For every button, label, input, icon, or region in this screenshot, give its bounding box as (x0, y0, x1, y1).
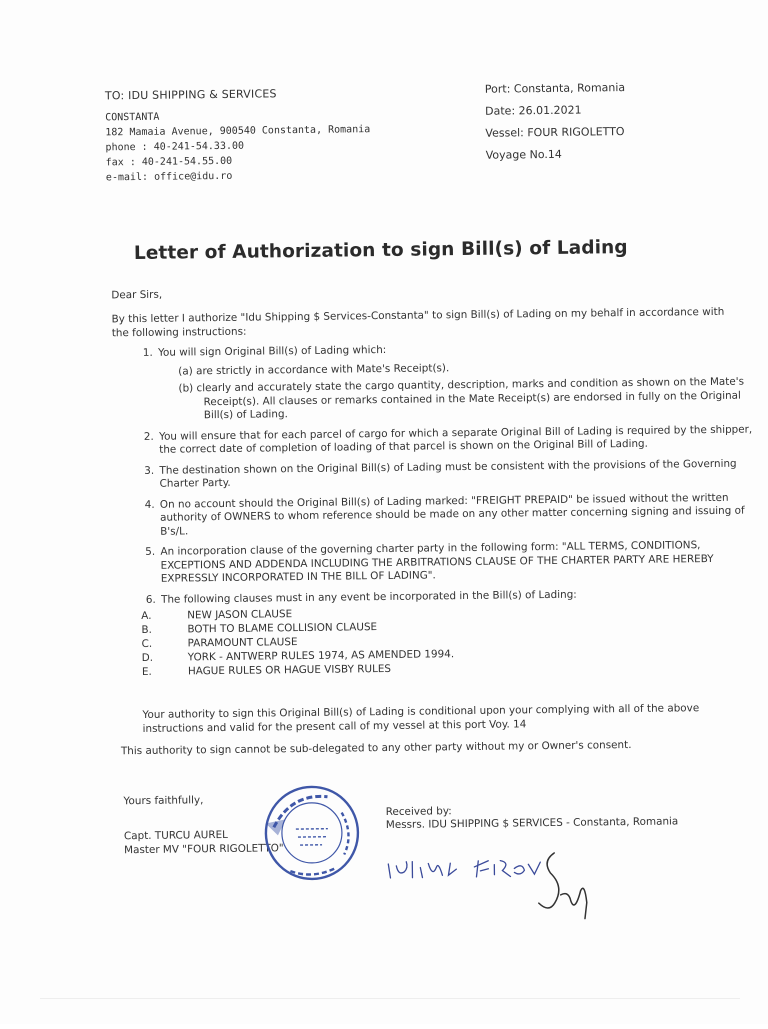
instruction-item (156, 339, 767, 423)
instruction-item (158, 538, 768, 586)
date-line: Date: 26.01.2021 (485, 103, 582, 118)
vessel-line: Vessel: FOUR RIGOLETTO (485, 125, 625, 140)
voyage-meta (485, 76, 686, 166)
clause-letter: E. (141, 665, 152, 678)
instruction-text: The following clauses must in any event be incorporated in the Bill(s) of Lading: (160, 588, 577, 606)
signature (524, 842, 605, 923)
master-title: Master MV "FOUR RIGOLETTO" (124, 842, 284, 857)
captain-name: Capt. TURCU AUREL (123, 828, 229, 843)
subitem: (b) clearly and accurately state the cargo quantity, description, marks and condition as shown on the Mate's Receipt(s). All clauses or remarks contained in the Mate Receipt(s) are endorsed in fully on the Original Bill(s) of Lading. (178, 375, 745, 422)
instruction-text: You will ensure that for each parcel of cargo for which a separate Original Bill of Lading is required by the shipper, the correct date of completion of loading of that parcel is shown on the Original Bill of Lading. (158, 422, 753, 456)
clause-letter: D. (141, 651, 154, 664)
salutation: Dear Sirs, (111, 288, 163, 302)
page-edge-line (40, 998, 740, 999)
instruction-text: You will sign Original Bill(s) of Lading which: (157, 343, 387, 359)
address-line: CONSTANTA (105, 111, 160, 124)
instruction-item (157, 423, 767, 457)
clause-letter: A. (141, 609, 152, 622)
address-line: 182 Mamaia Avenue, 900540 Constanta, Romania (105, 124, 371, 139)
received-block (386, 802, 679, 832)
clause-letter: B. (141, 623, 152, 636)
instruction-text: An incorporation clause of the governing charter party in the following form: "ALL TERMS, CONDITIONS, EXCEPTIONS AND ADDENDA INCLUDING THE ARBITRATIONS CLAUSE OF THE CHARTER PARTY ARE HEREBY EXPRESSLY INCORPORATED IN THE BILL OF LADING". (160, 539, 714, 585)
delegation-paragraph: This authority to sign cannot be sub-delegated to any other party without my or Owner's consent. (120, 738, 632, 758)
instruction-item (157, 457, 767, 491)
instructions-list (114, 339, 768, 686)
clause-list (141, 601, 768, 679)
clause-text: BOTH TO BLAME COLLISION CLAUSE (187, 621, 378, 636)
voyage-line: Voyage No.14 (485, 147, 562, 162)
instruction-text: The destination shown on the Original Bill(s) of Lading must be consistent with the provisions of the Governing Charter Party. (159, 457, 737, 490)
address-line: fax : 40-241-54.55.00 (105, 155, 233, 169)
received-label: Received by: (385, 805, 452, 819)
instruction-text: On no account should the Original Bill(s) of Lading marked: "FREIGHT PREPAID" be issued without the written authority of OWNERS to whom reference should be made on any other matter concerning signing and issuing of B's/L. (159, 491, 745, 538)
recipient-address (105, 106, 446, 185)
address-line: e-mail: office@idu.ro (105, 170, 233, 184)
authority-paragraph: Your authority to sign this Original Bill(s) of Lading is conditional upon your complying with all of the above instructions and valid for the present call of my vessel at this port Voy. 14 (142, 702, 700, 735)
clause-letter: C. (141, 637, 153, 650)
ship-stamp (261, 782, 362, 883)
instruction-item (158, 491, 768, 539)
address-line: phone : 40-241-54.33.00 (105, 140, 245, 154)
port-line: Port: Constanta, Romania (484, 81, 626, 96)
clause-text: NEW JASON CLAUSE (187, 608, 293, 622)
intro-paragraph: By this letter I authorize "Idu Shipping $ Services-Constanta" to sign Bill(s) of Lading on my behalf in accordance with the following instructions: (111, 305, 725, 339)
letter-title: Letter of Authorization to sign Bill(s) of Lading (133, 237, 628, 265)
clause-text: HAGUE RULES OR HAGUE VISBY RULES (187, 662, 392, 678)
clause-text: YORK - ANTWERP RULES 1974, AS AMENDED 1994. (187, 648, 455, 664)
instruction-item (141, 586, 768, 679)
clause-text: PARAMOUNT CLAUSE (187, 636, 298, 650)
received-from: Messrs. IDU SHIPPING $ SERVICES - Constanta, Romania (385, 815, 679, 832)
recipient-block (105, 85, 446, 185)
subitem-list (158, 358, 767, 423)
closing: Yours faithfully, (123, 794, 204, 808)
signatory-block (124, 827, 284, 857)
subitem: (a) are strictly in accordance with Mate's Receipt(s). (178, 361, 450, 378)
recipient-title: TO: IDU SHIPPING & SERVICES (104, 87, 277, 103)
